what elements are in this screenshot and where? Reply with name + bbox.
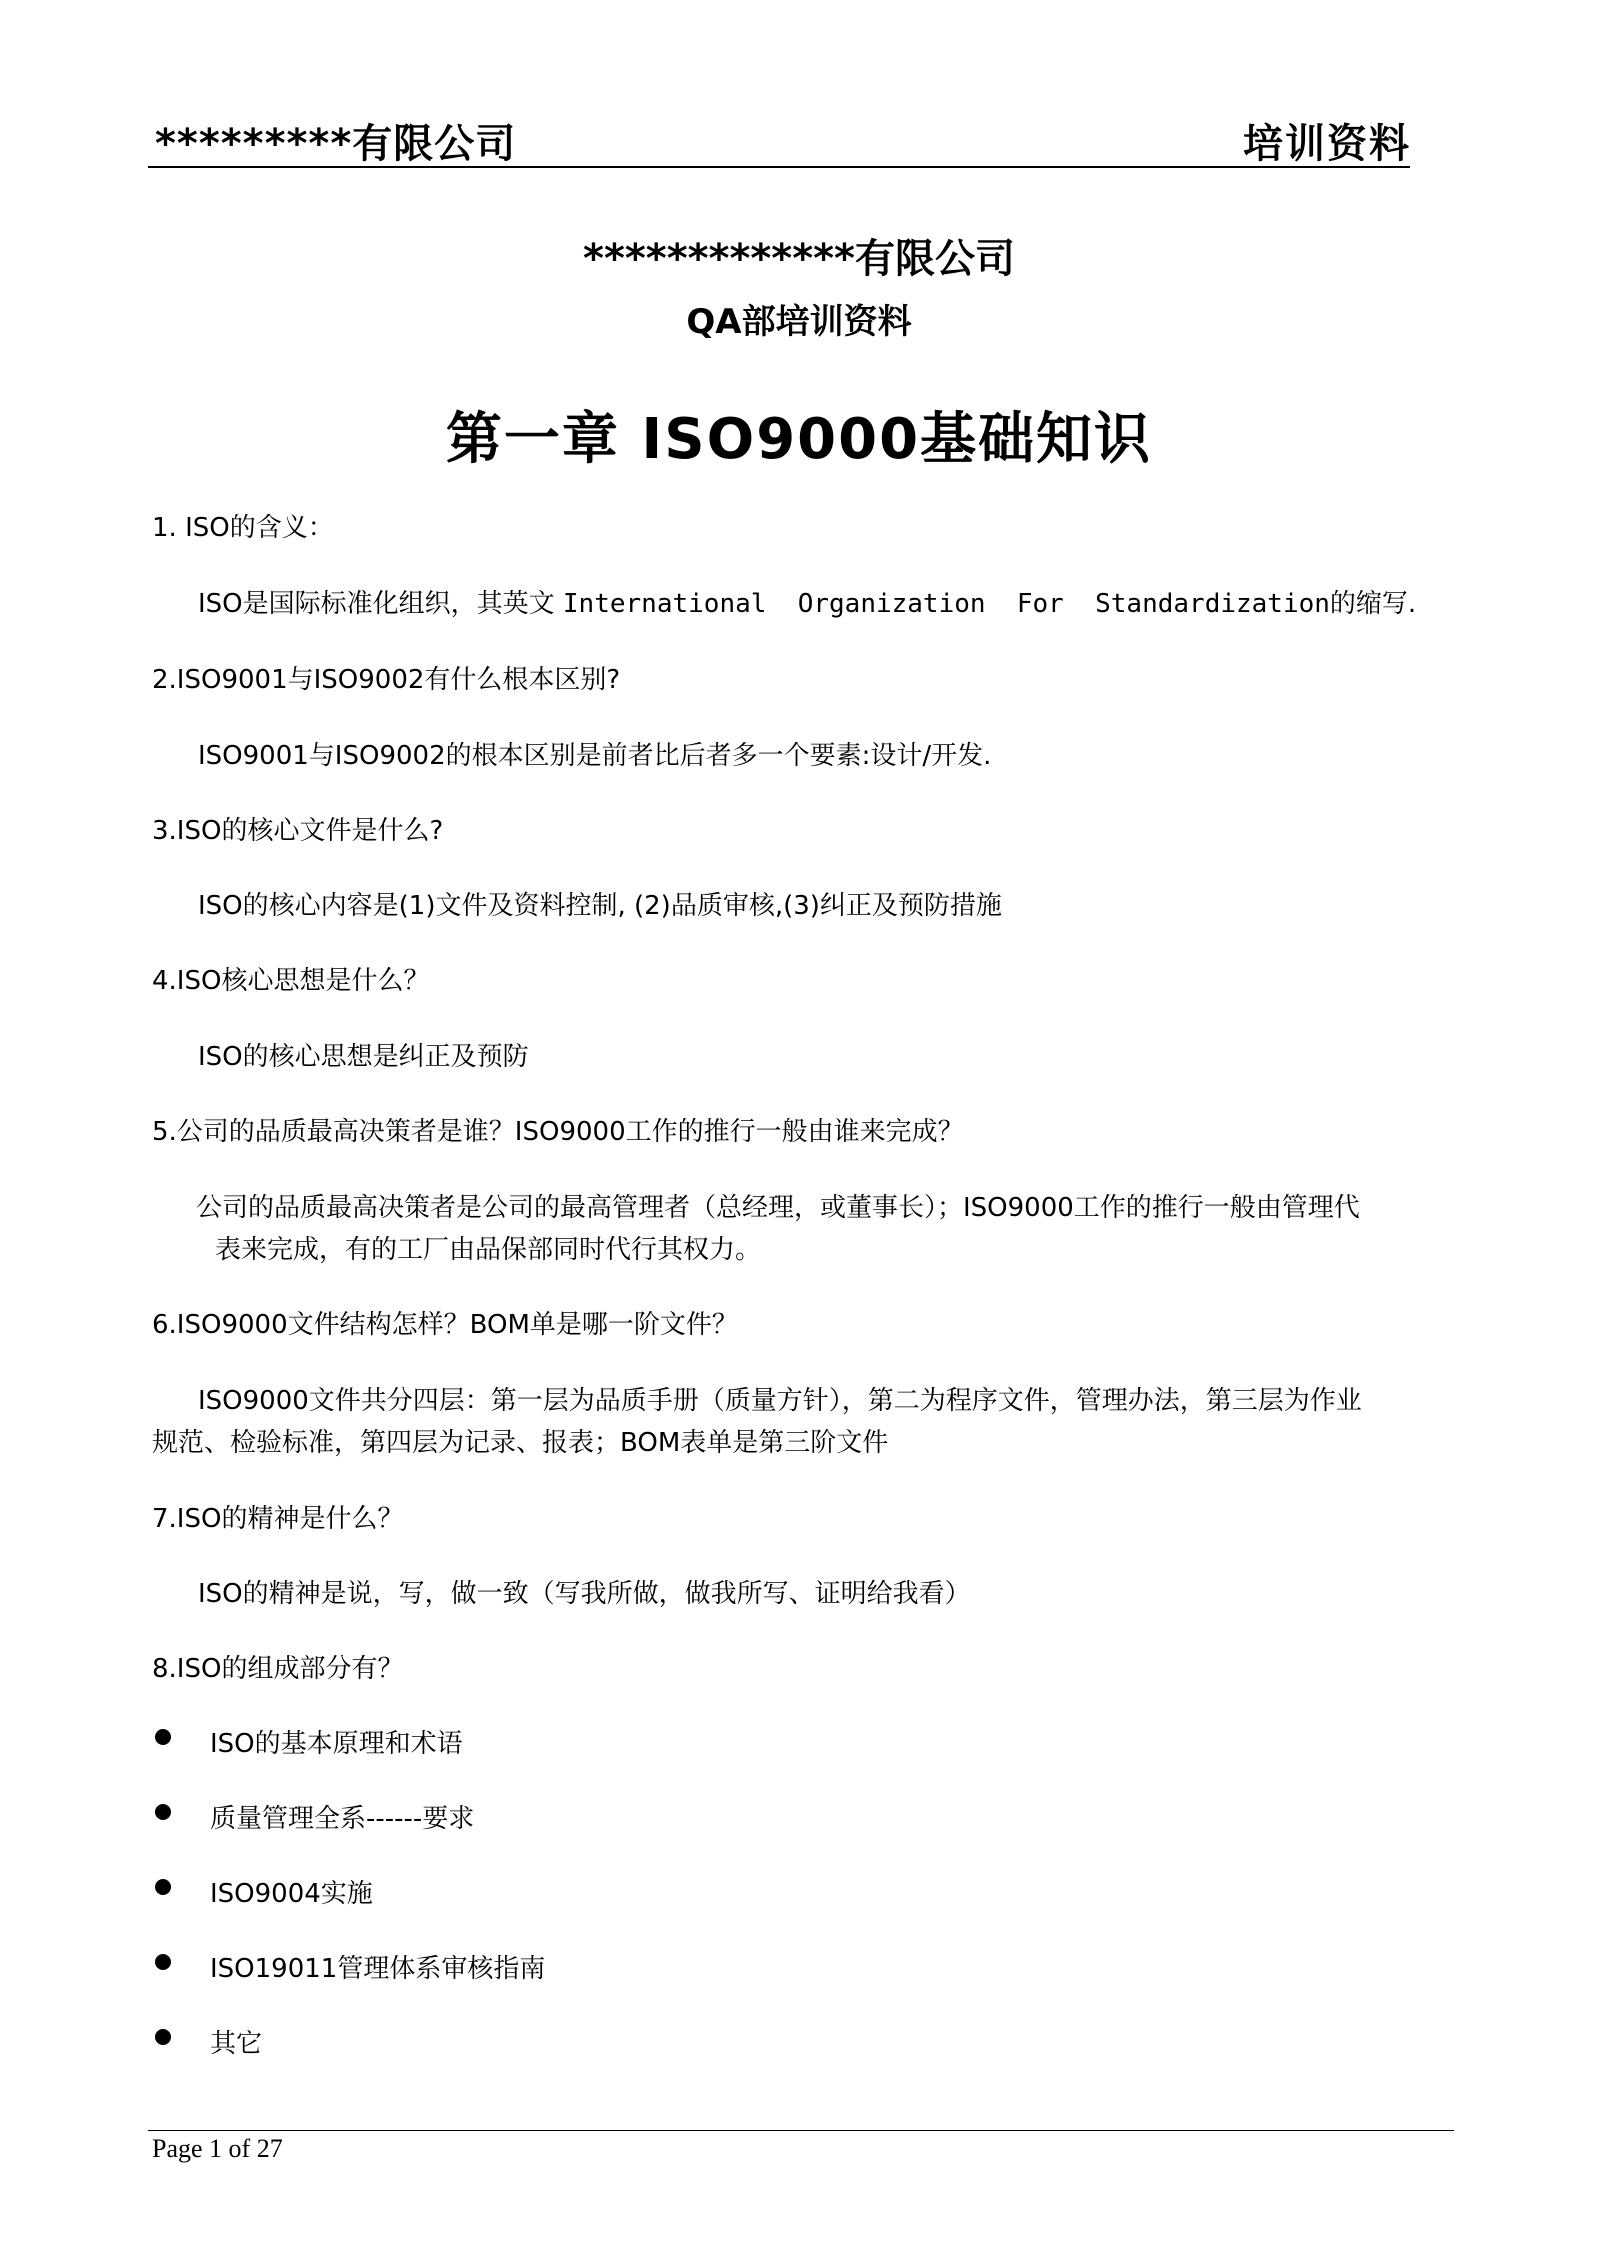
footer-divider: [148, 2130, 1454, 2131]
answer-1-suffix: 的缩写.: [1329, 589, 1417, 619]
list-item: 其它: [210, 2029, 263, 2059]
header-company: *********有限公司: [155, 121, 517, 167]
question-7: 7.ISO的精神是什么？: [152, 1504, 404, 1534]
answer-5-line-1: 公司的品质最高决策者是公司的最高管理者（总经理，或董事长）；ISO9000工作的推行一般由管理代: [196, 1193, 1360, 1223]
doc-subtitle: QA部培训资料: [686, 302, 912, 342]
doc-company-title: *************有限公司: [583, 236, 1015, 282]
question-1: 1. ISO的含义：: [152, 513, 334, 543]
list-item: ISO19011管理体系审核指南: [210, 1954, 546, 1984]
answer-5-line-2: 表来完成，有的工厂由品保部同时代行其权力。: [215, 1235, 762, 1265]
question-3: 3.ISO的核心文件是什么?: [152, 816, 444, 846]
list-item: ISO9004实施: [210, 1879, 373, 1909]
answer-1-prefix: ISO是国际标准化组织，其英文: [198, 589, 563, 619]
header-divider: [148, 166, 1410, 168]
answer-6-line-2: 规范、检验标准，第四层为记录、报表；BOM表单是第三阶文件: [152, 1428, 889, 1458]
question-2: 2.ISO9001与ISO9002有什么根本区别?: [152, 665, 621, 695]
list-item: 质量管理全系------要求: [210, 1804, 475, 1834]
answer-1: [198, 583, 1416, 620]
answer-2: ISO9001与ISO9002的根本区别是前者比后者多一个要素:设计/开发.: [198, 741, 992, 771]
bullet-icon: [155, 1729, 171, 1745]
question-6: 6.ISO9000文件结构怎样？BOM单是哪一阶文件？: [152, 1310, 738, 1340]
bullet-icon: [155, 1879, 171, 1895]
bullet-icon: [155, 2029, 171, 2045]
chapter-title: 第一章 ISO9000基础知识: [445, 407, 1153, 472]
bullet-icon: [155, 1804, 171, 1820]
answer-7: ISO的精神是说，写，做一致（写我所做，做我所写、证明给我看）: [198, 1579, 971, 1609]
bullet-icon: [155, 1954, 171, 1970]
answer-6-line-1: ISO9000文件共分四层：第一层为品质手册（质量方针），第二为程序文件，管理办法，第三层为作业: [198, 1386, 1362, 1416]
list-item: ISO的基本原理和术语: [210, 1729, 463, 1759]
question-4: 4.ISO核心思想是什么？: [152, 966, 430, 996]
answer-4: ISO的核心思想是纠正及预防: [198, 1042, 529, 1072]
page-number: Page 1 of 27: [152, 2134, 283, 2163]
question-5: 5.公司的品质最高决策者是谁？ISO9000工作的推行一般由谁来完成？: [152, 1117, 964, 1147]
answer-3: ISO的核心内容是(1)文件及资料控制, (2)品质审核,(3)纠正及预防措施: [198, 891, 1002, 921]
question-8: 8.ISO的组成部分有？: [152, 1654, 404, 1684]
header-doc-type: 培训资料: [1243, 121, 1411, 167]
answer-1-english: International Organization For Standardization: [562, 589, 1330, 619]
